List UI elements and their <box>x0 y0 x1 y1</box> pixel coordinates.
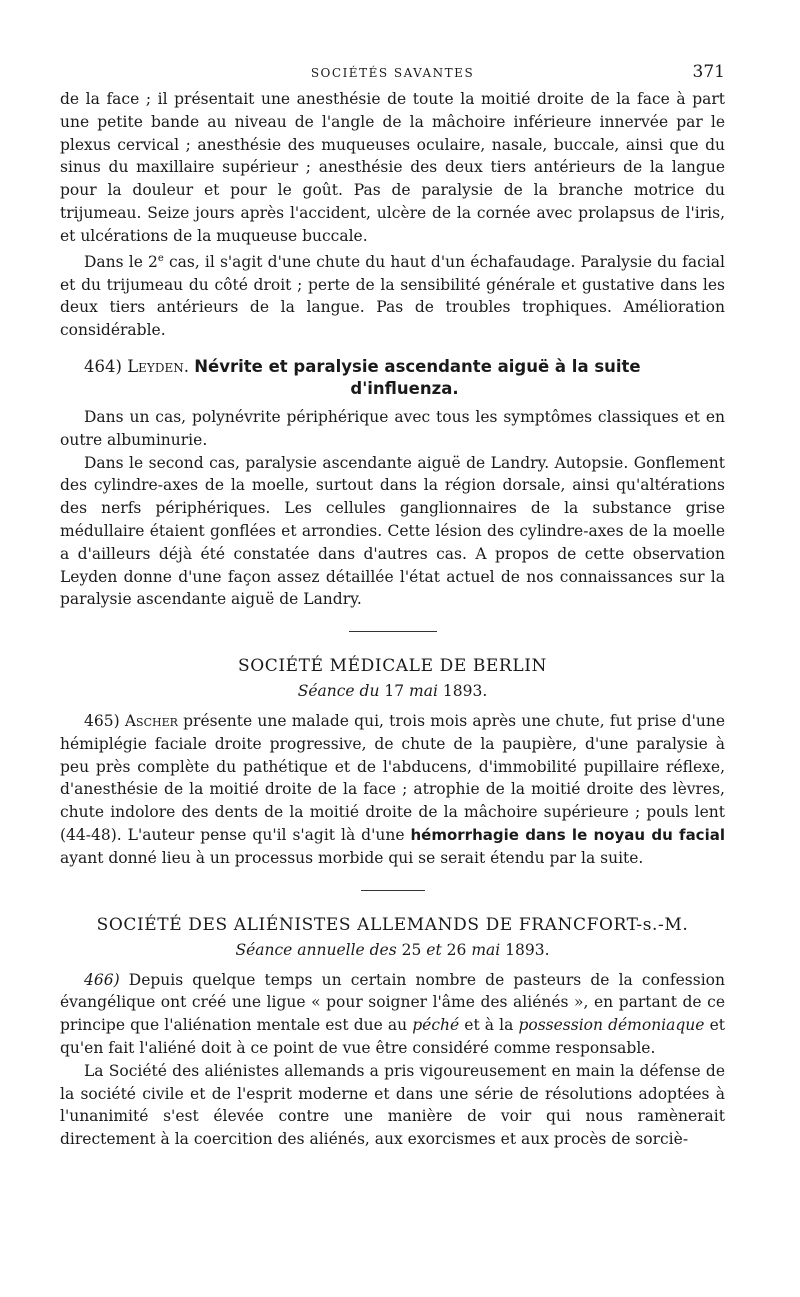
document-page <box>60 58 725 1151</box>
entry-title-line-1: Névrite et paralysie ascendante aiguë à la suite <box>194 356 641 376</box>
seance-date-berlin: Séance du 17 mai 1893. <box>297 682 488 701</box>
intro-paragraph-1: de la face ; il présentait une anesthésie de toute la moitié droite de la face à part une petite bande au niveau de l'angle de la mâchoire inférieure innervée par le plexus cervical ; anesthésie des muqueuses oculaire, nasale, buccale, ainsi que du sinus du maxillaire supérieur ; anesthésie des deux tiers antérieurs de la langue pour la douleur et pour le goût. Pas de paralysie de la branche motrice du trijumeau. Seize jours après l'accident, ulcère de la cornée avec prolapsus de l'iris, et ulcérations de la muqueuse buccale. <box>60 90 725 245</box>
section-divider <box>361 890 425 891</box>
entry-title-line-2: d'influenza. <box>350 378 459 398</box>
section-divider <box>349 631 437 632</box>
entry-number: 465) <box>84 712 120 731</box>
entry-466-paragraph-2: La Société des aliénistes allemands a pris vigoureusement en main la défense de la société civile et de l'esprit moderne et dans une série de résolutions adoptées à l'unanimité s'est élevée contre une manière de voir qui nous ramènerait directement à la coercition des aliénés, aux exorcismes et aux procès de sorciè- <box>60 1061 725 1149</box>
seance-date-francfort: Séance annuelle des 25 et 26 mai 1893. <box>235 940 550 959</box>
intro-paragraph-2: Dans le 2e cas, il s'agit d'une chute du haut d'un échafaudage. Paralysie du facial et du trijumeau du côté droit ; perte de la sensibilité générale et gustative dans les deux tiers antérieurs de la langue. Pas de troubles trophiques. Amélioration considérable. <box>60 252 725 340</box>
entry-465-paragraph: 465) Ascher présente une malade qui, trois mois après une chute, fut prise d'une hémiplégie faciale droite progressive, de chute de la paupière, d'une paralysie à peu près complète du pathétique et de l'abducens, d'immobilité pupillaire réflexe, d'anesthésie de la moitié droite de la face ; atrophie de la moitié droite des lèvres, chute indolore des dents de la moitié droite de la mâchoire supérieure ; pouls lent (44-48). L'auteur pense qu'il s'agit là d'une hémorrhagie dans le noyau du facial ayant donné lieu à un processus morbide qui se serait étendu par la suite. <box>60 712 725 867</box>
running-title: SOCIÉTÉS SAVANTES <box>310 66 475 80</box>
entry-464-heading <box>60 356 725 400</box>
entry-number: 466) <box>84 970 120 989</box>
entry-author: Ascher <box>124 712 178 731</box>
entry-number: 464) <box>84 356 122 376</box>
superscript-e: e <box>157 252 164 264</box>
entry-466-paragraph-1: 466) Depuis quelque temps un certain nombre de pasteurs de la confession évangélique ont créé une ligue « pour soigner l'âme des aliénés », en partant de ce principe que l'aliénation mentale est due au péché et à la possession démoniaque et qu'en fait l'aliéné doit à ce point de vue être considéré comme responsable. <box>60 970 725 1058</box>
society-heading-berlin: SOCIÉTÉ MÉDICALE DE BERLIN <box>237 656 548 677</box>
entry-464-paragraph-2: Dans le second cas, paralysie ascendante aiguë de Landry. Autopsie. Gonflement des cylindre-axes de la moelle, surtout dans la région dorsale, ainsi qu'altérations des nerfs périphériques. Les cellules ganglionnaires de la substance grise médullaire étaient gonflées et arrondies. Cette lésion des cylindre-axes de la moelle a d'ailleurs déjà été constatée dans d'autres cas. A propos de cette observation Leyden donne d'une façon assez détaillée l'état actuel de nos connaissances sur la paralysie ascendante aiguë de Landry. <box>60 453 725 609</box>
running-header <box>60 58 725 88</box>
society-heading-francfort: SOCIÉTÉ DES ALIÉNISTES ALLEMANDS DE FRANCFORT-s.-M. <box>96 914 689 935</box>
entry-author: Leyden. <box>127 356 189 376</box>
entry-464-paragraph-1: Dans un cas, polynévrite périphérique avec tous les symptômes classiques et en outre albuminurie. <box>60 407 725 449</box>
entry-emphasis: hémorrhagie dans le noyau du facial <box>410 826 725 845</box>
page-number: 371 <box>692 62 725 82</box>
